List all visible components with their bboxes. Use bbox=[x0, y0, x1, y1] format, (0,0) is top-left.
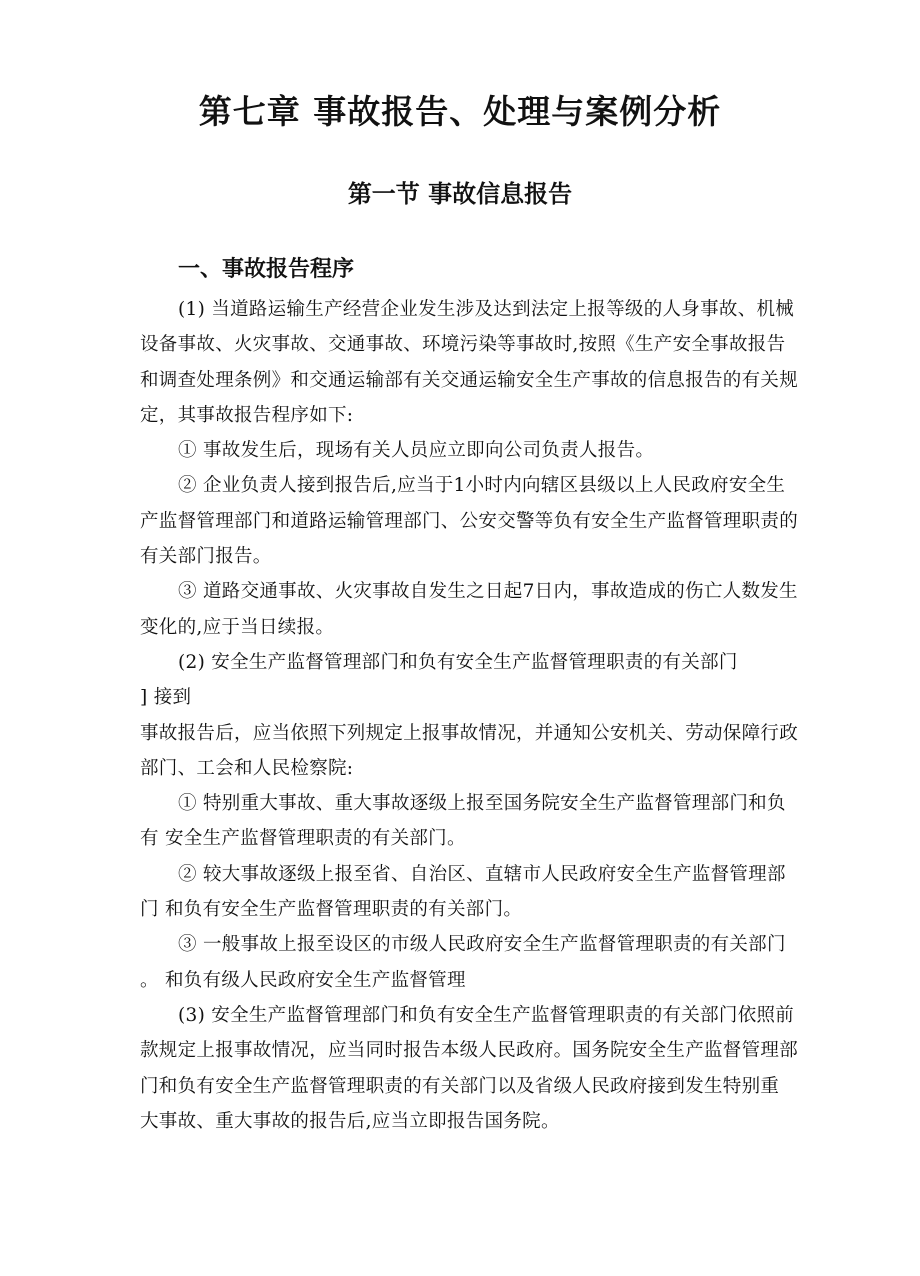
paragraph bbox=[140, 927, 790, 998]
paragraph-line: 设备事故、火灾事故、交通事故、环境污染等事故时,按照《生产安全事故报告 bbox=[140, 334, 786, 356]
paragraph bbox=[140, 645, 799, 786]
paragraph-line: 大事故、重大事故的报告后,应当立即报告国务院。 bbox=[140, 1110, 560, 1132]
section-title: 第一节 事故信息报告 bbox=[347, 180, 573, 208]
paragraph-line: 有关部门报告。 bbox=[140, 546, 272, 568]
paragraph-line: 和调查处理条例》和交通运输部有关交通运输安全生产事故的信息报告的有关规 bbox=[140, 369, 799, 391]
paragraph-line: 部门、工会和人民检察院: bbox=[140, 757, 354, 779]
paragraph-line: 变化的,应于当日续报。 bbox=[140, 616, 335, 638]
paragraph-line: 。 和负有级人民政府安全生产监督管理 bbox=[140, 969, 466, 991]
paragraph-line: 有 安全生产监督管理职责的有关部门。 bbox=[140, 828, 466, 850]
paragraph-line: 款规定上报事故情况，应当同时报告本级人民政府。国务院安全生产监督管理部 bbox=[140, 1040, 799, 1062]
paragraph-line: 门和负有安全生产监督管理职责的有关部门以及省级人民政府接到发生特别重 bbox=[140, 1075, 780, 1097]
paragraph-line: ] 接到 bbox=[140, 687, 192, 709]
paragraph bbox=[140, 292, 799, 433]
paragraph-line: 事故报告后，应当依照下列规定上报事故情况，并通知公安机关、劳动保障行政 bbox=[140, 722, 799, 744]
paragraph bbox=[140, 468, 799, 574]
paragraph-line: ③ 一般事故上报至设区的市级人民政府安全生产监督管理职责的有关部门 bbox=[178, 934, 786, 956]
paragraph-line: ① 特别重大事故、重大事故逐级上报至国务院安全生产监督管理部门和负 bbox=[178, 793, 786, 815]
paragraph-line: 定，其事故报告程序如下: bbox=[140, 404, 354, 426]
paragraph bbox=[140, 998, 799, 1139]
paragraph-line: ② 较大事故逐级上报至省、自治区、直辖市人民政府安全生产监督管理部 bbox=[178, 863, 786, 885]
subheading: 一、事故报告程序 bbox=[178, 257, 355, 282]
paragraph bbox=[140, 433, 790, 468]
paragraph-line: (1) 当道路运输生产经营企业发生涉及达到法定上报等级的人身事故、机械 bbox=[178, 299, 795, 320]
paragraph-line: 产监督管理部门和道路运输管理部门、公安交警等负有安全生产监督管理职责的 bbox=[140, 510, 799, 532]
document-body bbox=[140, 292, 799, 1139]
paragraph-line: (3) 安全生产监督管理部门和负有安全生产监督管理职责的有关部门依照前 bbox=[178, 1004, 795, 1026]
paragraph-line: 门 和负有安全生产监督管理职责的有关部门。 bbox=[140, 899, 523, 921]
paragraph bbox=[140, 857, 790, 928]
paragraph-line: ③ 道路交通事故、火灾事故自发生之日起7日内，事故造成的伤亡人数发生 bbox=[178, 581, 798, 603]
chapter-title: 第七章 事故报告、处理与案例分析 bbox=[198, 92, 722, 131]
paragraph bbox=[140, 574, 798, 645]
paragraph-line: ① 事故发生后，现场有关人员应立即向公司负责人报告。 bbox=[178, 440, 655, 462]
paragraph-line: ② 企业负责人接到报告后,应当于1小时内向辖区县级以上人民政府安全生 bbox=[178, 475, 786, 497]
paragraph bbox=[140, 786, 790, 857]
paragraph-line: (2) 安全生产监督管理部门和负有安全生产监督管理职责的有关部门 bbox=[178, 651, 738, 673]
